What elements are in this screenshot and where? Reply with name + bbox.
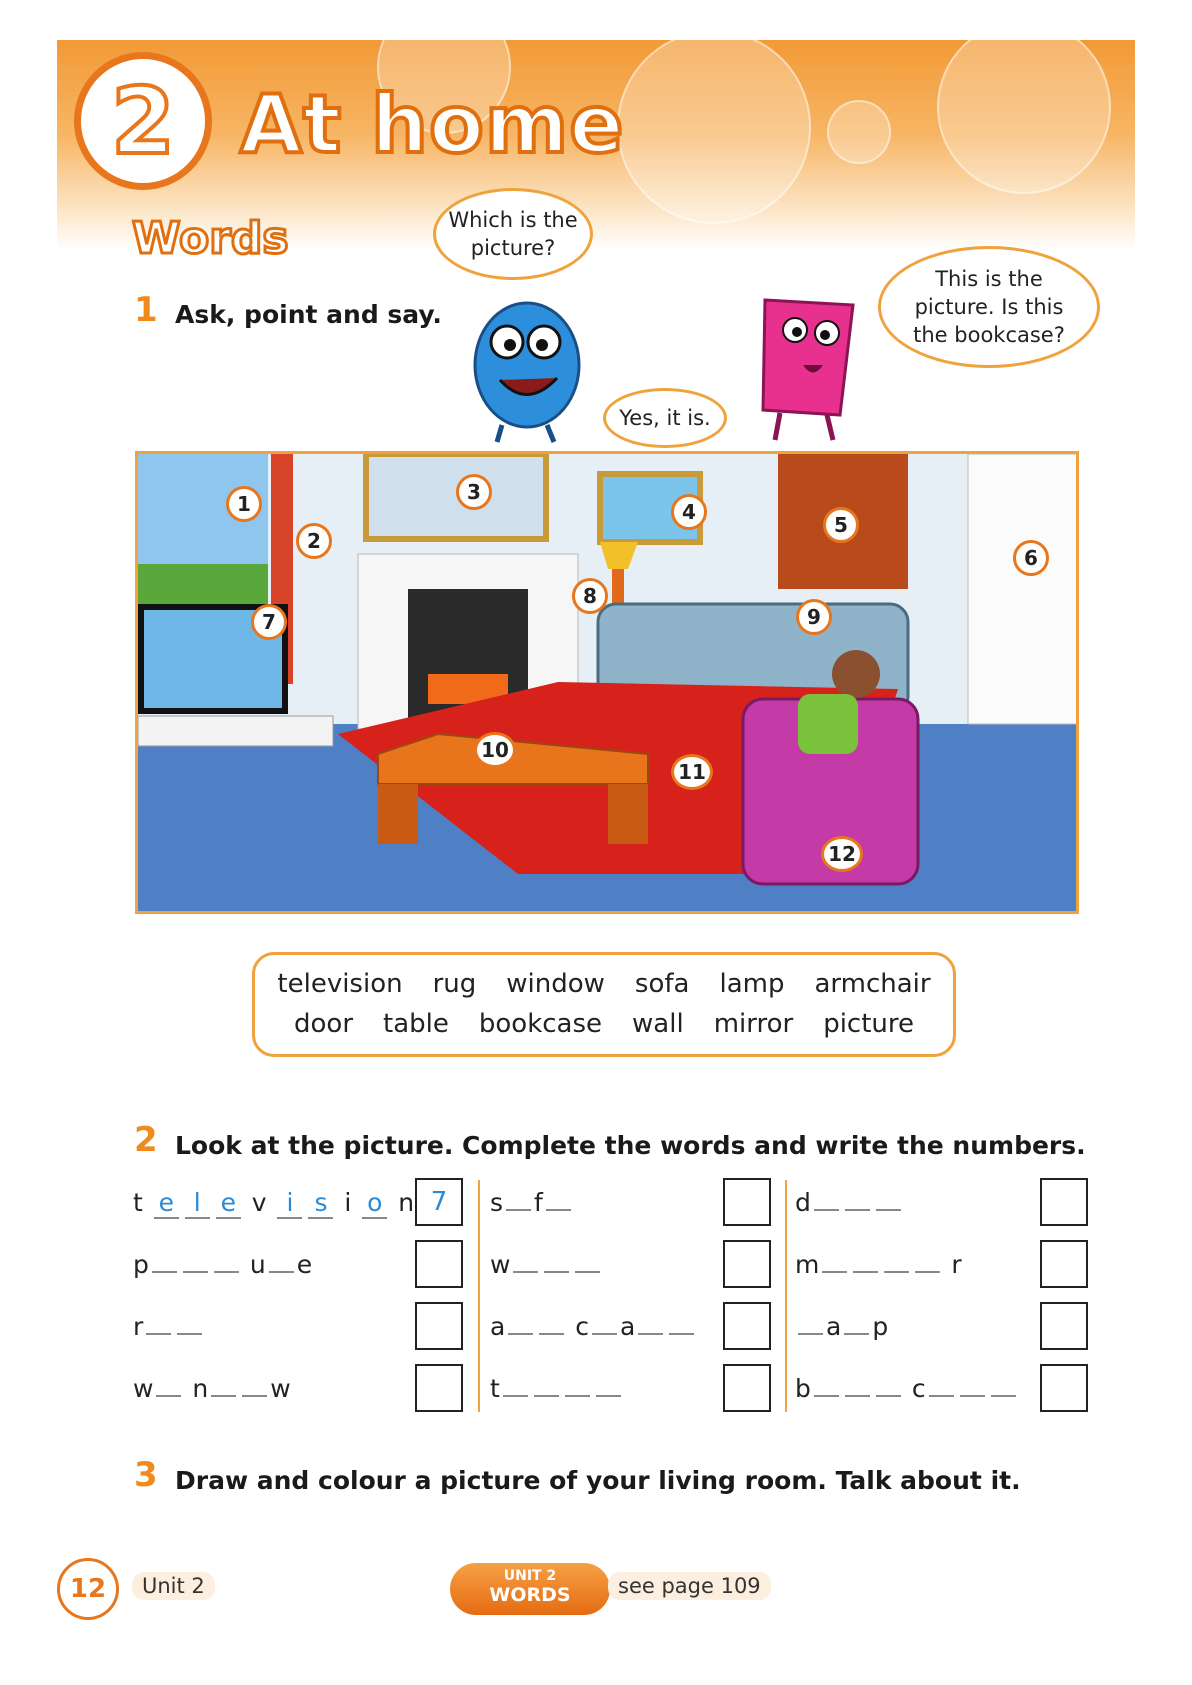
word: bookcase [478, 1009, 603, 1039]
word-bank [252, 952, 956, 1057]
word-bank-row-2 [255, 1009, 953, 1039]
word-c2r2: w [490, 1250, 603, 1279]
speech-bubble-question: Which is the picture? [433, 188, 593, 280]
word: wall [632, 1009, 684, 1039]
unit-label: Unit 2 [132, 1572, 215, 1600]
picture-label-3: 3 [456, 474, 492, 510]
word-c2r3: a c a [490, 1312, 697, 1341]
exercise-3-instruction: Draw and colour a picture of your living room. Talk about it. [175, 1466, 1021, 1495]
section-title: Words [132, 213, 289, 264]
answer-box-c1r3[interactable] [415, 1302, 463, 1350]
answer-box-c2r4[interactable] [723, 1364, 771, 1412]
column-divider [785, 1180, 787, 1412]
picture-label-4: 4 [671, 494, 707, 530]
word-c2r4: t [490, 1374, 624, 1403]
picture-label-9: 9 [796, 599, 832, 635]
exercise-1-instruction: Ask, point and say. [175, 300, 442, 329]
word: picture [823, 1009, 914, 1039]
answer-box-c3r3[interactable] [1040, 1302, 1088, 1350]
word: door [294, 1009, 354, 1039]
word: window [506, 969, 605, 999]
exercise-2-instruction: Look at the picture. Complete the words and write the numbers. [175, 1131, 1086, 1160]
word: mirror [713, 1009, 794, 1039]
answer-box-c2r3[interactable] [723, 1302, 771, 1350]
answer-box-c2r2[interactable] [723, 1240, 771, 1288]
picture-label-1: 1 [226, 486, 262, 522]
unit-words-badge [450, 1563, 610, 1615]
page-number: 12 [57, 1558, 119, 1620]
unit-number-badge: 2 [74, 52, 212, 190]
word: rug [432, 969, 477, 999]
badge-words: WORDS [489, 1584, 571, 1606]
picture-label-12: 12 [821, 836, 863, 872]
word: lamp [719, 969, 785, 999]
unit-title: At home [240, 78, 625, 171]
pink-character [735, 285, 875, 445]
answer-box-c3r1[interactable] [1040, 1178, 1088, 1226]
word-c3r1: d [795, 1188, 904, 1217]
word: table [383, 1009, 449, 1039]
living-room-illustration [138, 454, 1079, 914]
speech-bubble-pink: This is the picture. Is this the bookcase? [878, 246, 1100, 368]
word-bank-row-1 [255, 969, 953, 999]
answer-box-c3r4[interactable] [1040, 1364, 1088, 1412]
exercise-1-number: 1 [134, 290, 158, 330]
exercise-3-number: 3 [134, 1455, 158, 1495]
answer-box-c3r2[interactable] [1040, 1240, 1088, 1288]
word: sofa [634, 969, 690, 999]
word-television: t e l e v i s i o n [133, 1188, 415, 1217]
picture-label-5: 5 [823, 507, 859, 543]
picture-label-7: 7 [251, 604, 287, 640]
picture-label-8: 8 [572, 578, 608, 614]
picture-label-6: 6 [1013, 540, 1049, 576]
answer-box-c2r1[interactable] [723, 1178, 771, 1226]
word-c1r2: p u e [133, 1250, 313, 1279]
word: armchair [814, 969, 931, 999]
picture-label-10: 10 [474, 732, 516, 768]
answer-box-c1r2[interactable] [415, 1240, 463, 1288]
word-c1r3: r [133, 1312, 205, 1341]
word: television [277, 969, 403, 999]
see-page-reference[interactable]: see page 109 [608, 1572, 771, 1600]
word-c2r1: s f [490, 1188, 574, 1217]
answer-box-example[interactable]: 7 [415, 1178, 463, 1226]
badge-unit: UNIT 2 [503, 1568, 557, 1584]
word-c1r4: w n w [133, 1374, 291, 1403]
word-c3r2: m r [795, 1250, 962, 1279]
column-divider [478, 1180, 480, 1412]
word-c3r3: a p [795, 1312, 888, 1341]
picture-label-2: 2 [296, 523, 332, 559]
exercise-2-number: 2 [134, 1120, 158, 1160]
blue-character [462, 290, 597, 445]
answer-box-c1r4[interactable] [415, 1364, 463, 1412]
word-c3r4: b c [795, 1374, 1019, 1403]
speech-bubble-answer: Yes, it is. [603, 388, 727, 448]
picture-label-11: 11 [671, 754, 713, 790]
living-room-picture [135, 451, 1079, 914]
